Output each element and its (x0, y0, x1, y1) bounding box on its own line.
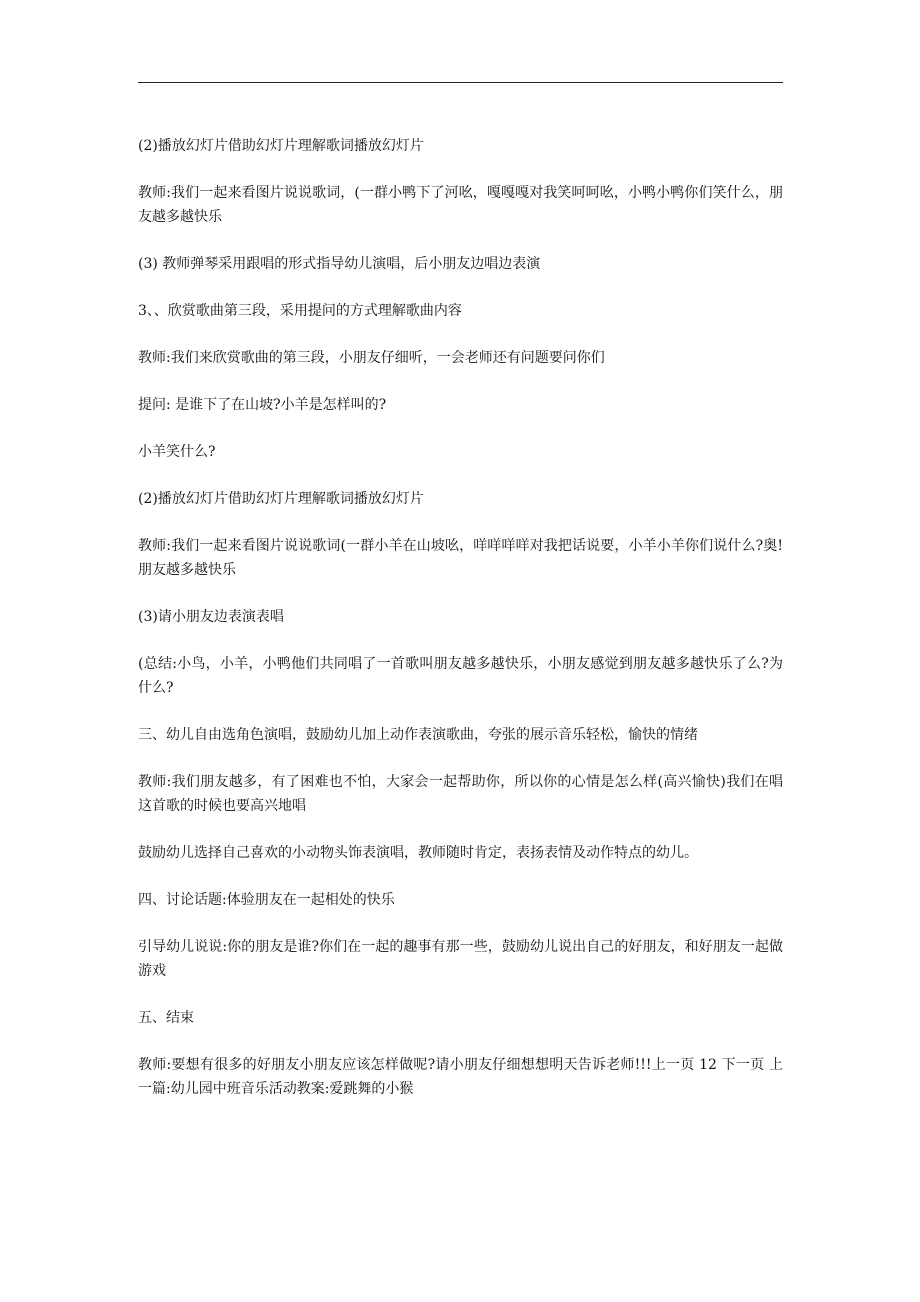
document-body (138, 134, 783, 1124)
paragraph-6: 提问: 是谁下了在山坡?小羊是怎样叫的? (138, 397, 387, 413)
paragraph-4: 3、、欣赏歌曲第三段，采用提问的方式理解歌曲内容 (138, 303, 462, 319)
paragraph-7: 小羊笑什么? (138, 444, 216, 460)
paragraph-14: 鼓励幼儿选择自己喜欢的小动物头饰表演唱，教师随时肯定，表扬表情及动作特点的幼儿。 (138, 845, 698, 861)
paragraph-2: 教师:我们一起来看图片说说歌词，(一群小鸭下了河吆，嘎嘎嘎对我笑呵呵吆，小鸭小鸭你们笑什么，朋友越多越快乐 (138, 185, 783, 225)
paragraph-18: 教师:要想有很多的好朋友小朋友应该怎样做呢?请小朋友仔细想想明天告诉老师!!!上一页 12 下一页 上一篇:幼儿园中班音乐活动教案:爱跳舞的小猴 (138, 1057, 783, 1097)
paragraph-1: (2)播放幻灯片借助幻灯片理解歌词播放幻灯片 (138, 138, 424, 154)
paragraph-16: 引导幼儿说说:你的朋友是谁?你们在一起的趣事有那一些，鼓励幼儿说出自己的好朋友，和好朋友一起做游戏 (138, 939, 783, 979)
header-rule (138, 82, 783, 83)
paragraph-15: 四、讨论话题:体验朋友在一起相处的快乐 (138, 892, 395, 908)
paragraph-12: 三、幼儿自由选角色演唱，鼓励幼儿加上动作表演歌曲，夸张的展示音乐轻松，愉快的情绪 (138, 727, 698, 743)
paragraph-8: (2)播放幻灯片借助幻灯片理解歌词播放幻灯片 (138, 491, 424, 507)
paragraph-10: (3)请小朋友边表演表唱 (138, 609, 284, 625)
paragraph-3: (3) 教师弹琴采用跟唱的形式指导幼儿演唱，后小朋友边唱边表演 (138, 256, 541, 272)
paragraph-11: (总结:小鸟，小羊，小鸭他们共同唱了一首歌叫朋友越多越快乐，小朋友感觉到朋友越多越快乐了么?为什么? (138, 656, 783, 696)
paragraph-9: 教师:我们一起来看图片说说歌词(一群小羊在山坡吆，咩咩咩咩对我把话说要，小羊小羊你们说什么?奥!朋友越多越快乐 (138, 538, 783, 578)
paragraph-13: 教师:我们朋友越多，有了困难也不怕，大家会一起帮助你，所以你的心情是怎么样(高兴愉快)我们在唱这首歌的时候也要高兴地唱 (138, 774, 783, 814)
paragraph-5: 教师:我们来欣赏歌曲的第三段，小朋友仔细听，一会老师还有问题要问你们 (138, 350, 605, 366)
paragraph-17: 五、结束 (138, 1010, 194, 1026)
